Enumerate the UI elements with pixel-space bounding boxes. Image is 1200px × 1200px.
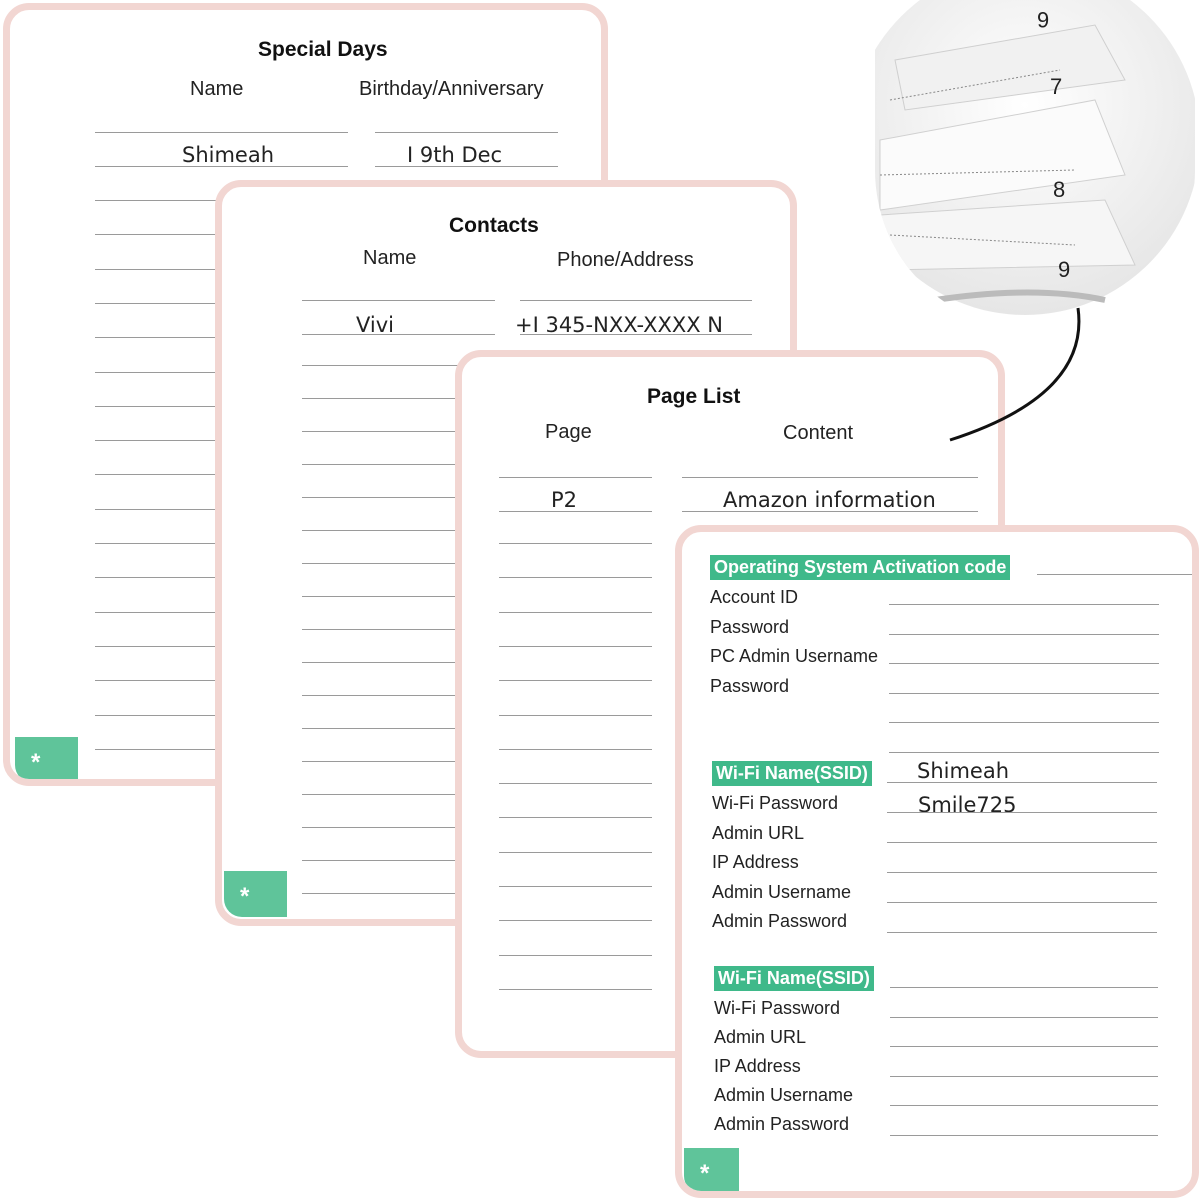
- ruled-line: [887, 872, 1157, 873]
- ruled-line: [682, 511, 978, 512]
- ruled-line: [887, 842, 1157, 843]
- ruled-line: [302, 300, 495, 301]
- name-column-header: Name: [190, 78, 244, 100]
- ruled-line: [95, 543, 225, 544]
- field-label: Wi-Fi Password: [714, 998, 841, 1018]
- ruled-line: [889, 752, 1159, 753]
- ruled-line: [887, 782, 1157, 783]
- page-corner-tab: [15, 737, 78, 783]
- ruled-line: [887, 902, 1157, 903]
- ruled-line: [889, 634, 1159, 635]
- tab-number-6: 6: [1037, 7, 1050, 32]
- ruled-line: [499, 783, 652, 784]
- ruled-line: [302, 728, 467, 729]
- ruled-line: [499, 955, 652, 956]
- ruled-line: [499, 477, 652, 478]
- contacts-title: Contacts: [449, 214, 539, 237]
- field-label: Account ID: [710, 587, 799, 607]
- ruled-line: [95, 372, 225, 373]
- field-label: IP Address: [712, 852, 799, 872]
- ruled-line: [499, 646, 652, 647]
- ruled-line: [499, 920, 652, 921]
- ruled-line: [499, 577, 652, 578]
- wifi2-ssid-tag: Wi-Fi Name(SSID): [714, 966, 874, 991]
- page-list-title: Page List: [647, 385, 741, 408]
- ruled-line: [302, 464, 467, 465]
- field-label: Admin Password: [712, 911, 848, 931]
- ruled-line: [95, 577, 225, 578]
- ruled-line: [499, 886, 652, 887]
- ruled-line: [499, 680, 652, 681]
- ruled-line: [95, 337, 225, 338]
- wifi1-password-value: Smile725: [918, 793, 1017, 817]
- ruled-line: [95, 646, 225, 647]
- ruled-line: [95, 680, 225, 681]
- activation-page: [675, 525, 1199, 1198]
- ruled-line: [499, 612, 652, 613]
- ruled-line: [302, 334, 495, 335]
- page-corner-tab: [684, 1148, 739, 1194]
- ruled-line: [499, 511, 652, 512]
- ruled-line: [499, 715, 652, 716]
- asterisk-icon: *: [240, 883, 250, 910]
- ruled-line: [499, 543, 652, 544]
- ruled-line: [302, 860, 467, 861]
- ruled-line: [890, 1076, 1158, 1077]
- ruled-line: [95, 234, 225, 235]
- phone-column-header: Phone/Address: [557, 249, 694, 271]
- tab-number-9: 9: [1058, 257, 1071, 282]
- ruled-line: [302, 629, 467, 630]
- ruled-line: [890, 1105, 1158, 1106]
- asterisk-icon: *: [700, 1160, 710, 1187]
- ruled-line: [302, 497, 467, 498]
- name-column-header: Name: [363, 247, 417, 269]
- field-label: IP Address: [714, 1056, 801, 1076]
- tabs-illustration: [875, 0, 1195, 330]
- ruled-line: [302, 563, 467, 564]
- callout-curve: [940, 300, 1090, 450]
- ruled-line: [95, 303, 225, 304]
- ruled-line: [95, 474, 225, 475]
- field-label: Admin Username: [714, 1085, 854, 1105]
- field-label: PC Admin Username: [710, 646, 879, 666]
- ruled-line: [682, 477, 978, 478]
- birthday-column-header: Birthday/Anniversary: [359, 78, 544, 100]
- field-label: Admin Password: [714, 1114, 850, 1134]
- ruled-line: [95, 440, 225, 441]
- ruled-line: [302, 695, 467, 696]
- ruled-line: [889, 722, 1159, 723]
- ruled-line: [95, 715, 225, 716]
- ruled-line: [499, 749, 652, 750]
- tab-number-8: 8: [1053, 177, 1066, 202]
- ruled-line: [302, 761, 467, 762]
- field-label: Password: [710, 616, 790, 637]
- page-list-entry-page: P2: [551, 488, 578, 512]
- ruled-line: [1037, 574, 1197, 575]
- wifi1-ssid-value: Shimeah: [917, 759, 1010, 783]
- special-day-entry-date: I 9th Dec: [407, 143, 503, 167]
- field-label: Admin Username: [712, 881, 852, 902]
- ruled-line: [889, 693, 1159, 694]
- special-days-title: Special Days: [258, 38, 388, 61]
- ruled-line: [887, 812, 1157, 813]
- field-label: Admin URL: [712, 822, 805, 843]
- page-corner-tab: [224, 871, 287, 917]
- ruled-line: [302, 893, 467, 894]
- ruled-line: [95, 749, 225, 750]
- ruled-line: [499, 817, 652, 818]
- contact-entry-phone: +I 345-NXX-XXXX N: [515, 313, 724, 337]
- ruled-line: [302, 398, 467, 399]
- ruled-line: [302, 662, 467, 663]
- ruled-line: [95, 200, 225, 201]
- ruled-line: [95, 132, 348, 133]
- wifi1-ssid-tag: Wi-Fi Name(SSID): [712, 761, 872, 786]
- ruled-line: [375, 132, 558, 133]
- ruled-line: [887, 932, 1157, 933]
- asterisk-icon: *: [31, 749, 41, 776]
- field-label: Wi-Fi Password: [712, 793, 839, 813]
- content-column-header: Content: [783, 422, 854, 444]
- ruled-line: [499, 852, 652, 853]
- ruled-line: [302, 365, 467, 366]
- ruled-line: [499, 989, 652, 990]
- ruled-line: [890, 1046, 1158, 1047]
- contact-entry-name: Vivi: [356, 313, 395, 337]
- field-label: Password: [710, 675, 790, 696]
- ruled-line: [890, 1135, 1158, 1136]
- ruled-line: [890, 987, 1158, 988]
- field-label: Admin URL: [714, 1027, 807, 1047]
- ruled-line: [302, 827, 467, 828]
- ruled-line: [520, 334, 752, 335]
- ruled-line: [889, 604, 1159, 605]
- ruled-line: [302, 530, 467, 531]
- ruled-line: [95, 269, 225, 270]
- tab-number-7: 7: [1050, 74, 1063, 99]
- ruled-line: [889, 663, 1159, 664]
- os-activation-tag: Operating System Activation code: [710, 555, 1010, 580]
- ruled-line: [95, 509, 225, 510]
- ruled-line: [375, 166, 558, 167]
- special-day-entry-name: Shimeah: [182, 143, 275, 167]
- ruled-line: [95, 406, 225, 407]
- ruled-line: [302, 431, 467, 432]
- ruled-line: [520, 300, 752, 301]
- page-list-entry-content: Amazon information: [723, 488, 936, 512]
- ruled-line: [95, 166, 348, 167]
- ruled-line: [302, 596, 467, 597]
- page-column-header: Page: [545, 421, 592, 443]
- ruled-line: [302, 794, 467, 795]
- ruled-line: [890, 1017, 1158, 1018]
- ruled-line: [95, 612, 225, 613]
- index-tabs-inset: [875, 0, 1195, 330]
